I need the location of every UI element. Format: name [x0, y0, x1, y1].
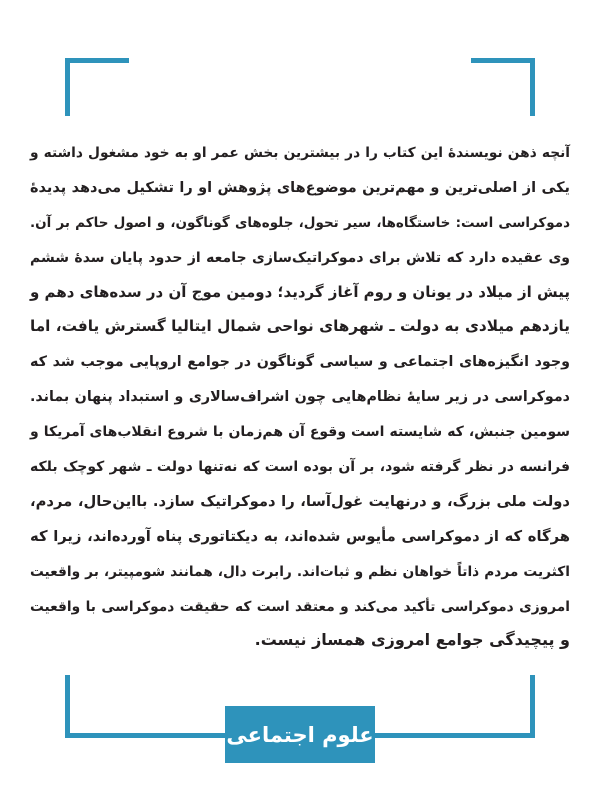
blurb-line-text: وجود انگیزه‌های اجتماعی و سیاسی گوناگون در جوامع اروپایی موجب شد که	[30, 354, 570, 371]
corner-bracket-bottom-right	[530, 675, 535, 738]
blurb-line	[30, 170, 570, 205]
blurb-line-text: یازدهم میلادی به دولت ـ شهرهای نواحی شمال ایتالیا گسترش یافت، اما	[30, 317, 570, 336]
blurb-line	[30, 240, 570, 275]
category-label: علوم اجتماعی	[226, 722, 374, 747]
blurb-line-text: دولت ملی بزرگ، و درنهایت غول‌آسا، را دموکراتیک سازد. بااین‌حال، مردم،	[30, 492, 570, 510]
blurb-line	[30, 205, 570, 240]
blurb-line-text: اکثریت مردم ذاتاً خواهان نظم و ثبات‌اند. رابرت دال، همانند شومپیتر، بر واقعیت	[30, 563, 570, 580]
corner-bracket-top-left	[65, 58, 129, 63]
blurb-line	[30, 484, 570, 519]
blurb-line-text: دموکراسی است: خاستگاه‌ها، سیر تحول، جلوه‌های گوناگون، و اصول حاکم بر آن.	[30, 214, 570, 231]
blurb-line-text: فرانسه در نظر گرفته شود، بر آن بوده است که نه‌تنها دولت ـ شهر کوچک بلکه	[30, 459, 570, 476]
corner-bracket-top-right	[530, 58, 535, 116]
blurb-line-text: وی عقیده دارد که تلاش برای دموکراتیک‌سازی جامعه از حدود پایان سدهٔ ششم	[30, 249, 570, 266]
corner-bracket-bottom-left	[65, 733, 227, 738]
blurb-line	[30, 519, 570, 554]
blurb-line	[30, 449, 570, 484]
blurb-line	[30, 309, 570, 344]
blurb-line-text: آنچه ذهن نویسندهٔ این کتاب را در بیشترین بخش عمر او به خود مشغول داشته و	[30, 145, 570, 161]
corner-bracket-top-right	[471, 58, 535, 63]
category-label-box	[225, 706, 375, 763]
blurb-line	[30, 275, 570, 310]
corner-bracket-bottom-right	[373, 733, 535, 738]
blurb-line-text: هرگاه که از دموکراسی مأیوس شده‌اند، به دیکتاتوری پناه آورده‌اند، زیرا که	[30, 527, 570, 545]
corner-bracket-top-left	[65, 58, 70, 116]
blurb-line-text: امروزی دموکراسی تأکید می‌کند و معتقد است که حقیقت دموکراسی با واقعیت	[30, 598, 570, 615]
blurb-line	[30, 344, 570, 379]
blurb-line-text: و پیچیدگی جوامع امروزی همساز نیست.	[254, 630, 570, 650]
corner-bracket-bottom-left	[65, 675, 70, 738]
blurb-line	[30, 135, 570, 170]
blurb-line-text: پیش از میلاد در یونان و روم آغاز گردید؛ دومین موج آن در سده‌های دهم و	[30, 282, 570, 301]
blurb-line	[30, 379, 570, 414]
blurb-line	[30, 623, 570, 658]
blurb-line-text: یکی از اصلی‌ترین و مهم‌ترین موضوع‌های پژوهش او را تشکیل می‌دهد پدیدهٔ	[30, 179, 570, 196]
blurb-line-text: سومین جنبش، که شایسته است وقوع آن هم‌زمان با شروع انقلاب‌های آمریکا و	[30, 424, 570, 441]
blurb-line	[30, 414, 570, 449]
blurb-line	[30, 554, 570, 589]
back-cover-blurb	[30, 135, 570, 658]
blurb-line	[30, 589, 570, 624]
blurb-line-text: دموکراسی در زیر سایهٔ نظام‌هایی چون اشراف‌سالاری و استبداد پنهان بماند.	[30, 389, 570, 406]
